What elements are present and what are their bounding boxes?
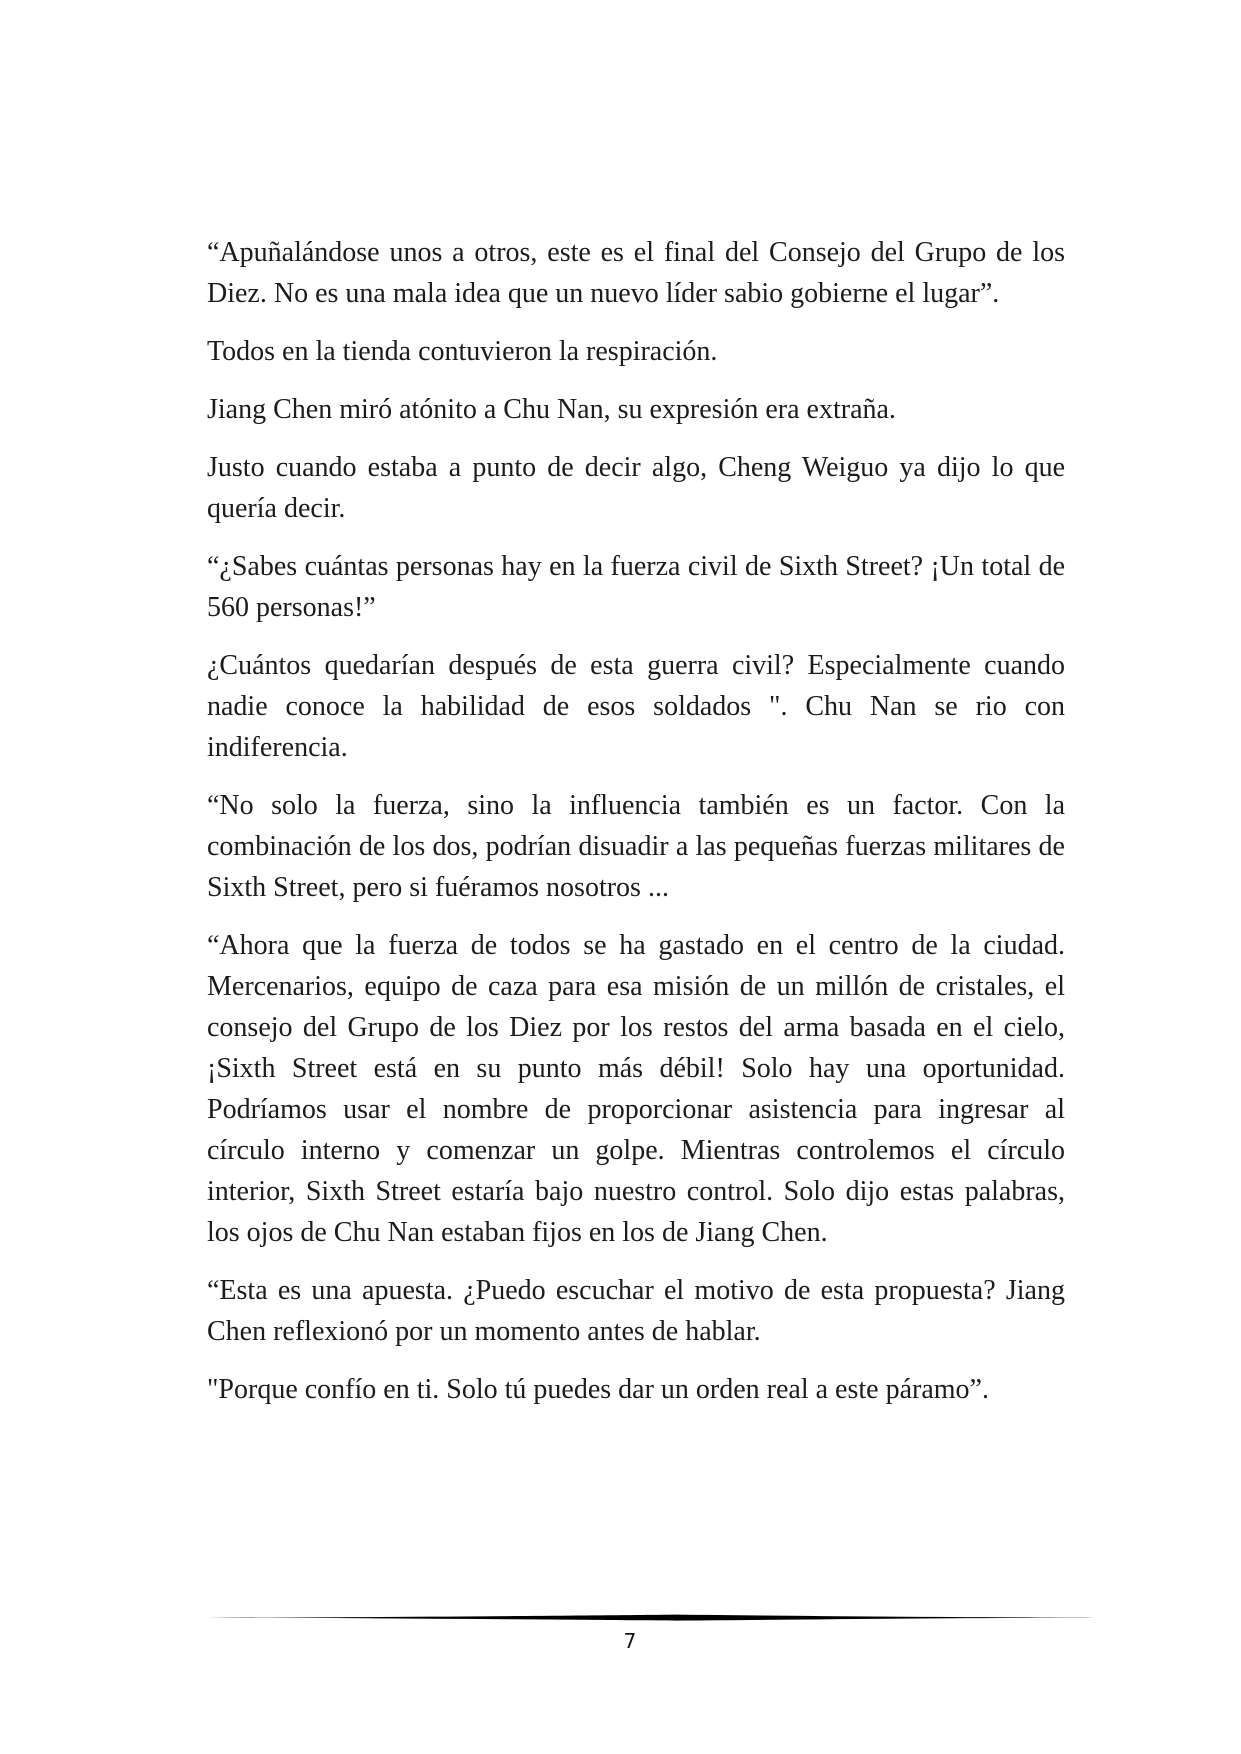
paragraph-5: “¿Sabes cuántas personas hay en la fuerza civil de Sixth Street? ¡Un total de 560 personas!” [207, 551, 1065, 623]
paragraph-10: "Porque confío en ti. Solo tú puedes dar un orden real a este páramo”. [207, 1374, 989, 1405]
page-number: 7 [623, 1629, 637, 1653]
paragraph-1: “Apuñalándose unos a otros, este es el final del Consejo del Grupo de los Diez. No es una mala idea que un nuevo líder sabio gobierne el lugar”. [207, 237, 1065, 309]
paragraph-4: Justo cuando estaba a punto de decir algo, Cheng Weiguo ya dijo lo que quería decir. [207, 452, 1065, 524]
footer-divider [207, 1611, 1107, 1625]
body-text [207, 232, 1065, 1427]
paragraph-6: ¿Cuántos quedarían después de esta guerra civil? Especialmente cuando nadie conoce la habilidad de esos soldados ". Chu Nan se rio con indiferencia. [207, 650, 1065, 763]
paragraph-8: “Ahora que la fuerza de todos se ha gastado en el centro de la ciudad. Mercenarios, equipo de caza para esa misión de un millón de cristales, el consejo del Grupo de los Diez por los restos del arma basada en el cielo, ¡Sixth Street está en su punto más débil! Solo hay una oportunidad. Podríamos usar el nombre de proporcionar asistencia para ingresar al círculo interno y comenzar un golpe. Mientras controlemos el círculo interior, Sixth Street estaría bajo nuestro control. Solo dijo estas palabras, los ojos de Chu Nan estaban fijos en los de Jiang Chen. [207, 930, 1065, 1248]
paragraph-9: “Esta es una apuesta. ¿Puedo escuchar el motivo de esta propuesta? Jiang Chen reflexionó por un momento antes de hablar. [207, 1275, 1065, 1347]
paragraph-3: Jiang Chen miró atónito a Chu Nan, su expresión era extraña. [207, 394, 896, 425]
paragraph-2: Todos en la tienda contuvieron la respiración. [207, 336, 718, 367]
paragraph-7: “No solo la fuerza, sino la influencia también es un factor. Con la combinación de los dos, podrían disuadir a las pequeñas fuerzas militares de Sixth Street, pero si fuéramos nosotros ... [207, 790, 1065, 903]
